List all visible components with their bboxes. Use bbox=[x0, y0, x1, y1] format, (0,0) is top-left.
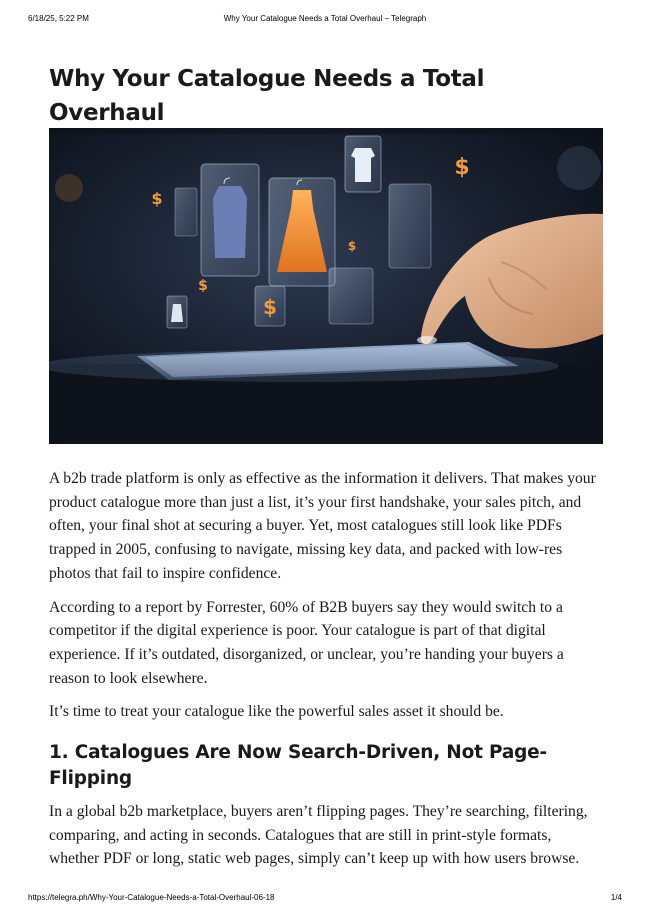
article-body bbox=[49, 467, 603, 881]
product-card-dress-icon bbox=[269, 178, 335, 286]
print-url: https://telegra.ph/Why-Your-Catalogue-Needs-a-Total-Overhaul-06-18 bbox=[28, 893, 275, 902]
svg-text:$: $ bbox=[347, 239, 357, 253]
print-page-title: Why Your Catalogue Needs a Total Overhaul – Telegraph bbox=[223, 14, 427, 23]
article-title: Why Your Catalogue Needs a Total Overhaul bbox=[49, 66, 485, 126]
hero-illustration-icon bbox=[49, 128, 603, 444]
paragraph: In a global b2b marketplace, buyers aren’t flipping pages. They’re searching, filtering, comparing, and acting in seconds. Catalogues that are still in print-style formats, whether PDF or long, static web pages, simply can’t keep up with how users browse. bbox=[49, 803, 588, 868]
product-card-shirt-icon bbox=[345, 136, 381, 192]
product-card-jacket-icon bbox=[201, 164, 259, 276]
hero-image bbox=[49, 128, 603, 444]
print-header bbox=[0, 14, 650, 30]
svg-text:$: $ bbox=[263, 295, 277, 319]
paragraph: It’s time to treat your catalogue like the powerful sales asset it should be. bbox=[49, 703, 504, 721]
svg-text:$: $ bbox=[151, 189, 163, 208]
paragraph: According to a report by Forrester, 60% of B2B buyers say they would switch to a competitor if the digital experience is poor. Your catalogue is part of that digital experience. If it’s outdated, disorganized, or unclear, you’re handing your buyers a reason to look elsewhere. bbox=[49, 598, 564, 687]
svg-text:$: $ bbox=[454, 155, 470, 180]
section-heading: 1. Catalogues Are Now Search-Driven, Not Page-Flipping bbox=[49, 742, 547, 790]
paragraph: A b2b trade platform is only as effective as the information it delivers. That makes your product catalogue more than just a list, it’s your first handshake, your sales pitch, and often, your final shot at securing a buyer. Yet, most catalogues still look like PDFs trapped in 2005, confusing to navigate, missing key data, and packed with low-res photos that fail to inspire confidence. bbox=[49, 470, 596, 582]
print-footer bbox=[0, 893, 650, 909]
print-page-number: 1/4 bbox=[610, 893, 622, 902]
svg-text:$: $ bbox=[198, 278, 208, 294]
print-timestamp: 6/18/25, 5:22 PM bbox=[28, 14, 89, 23]
